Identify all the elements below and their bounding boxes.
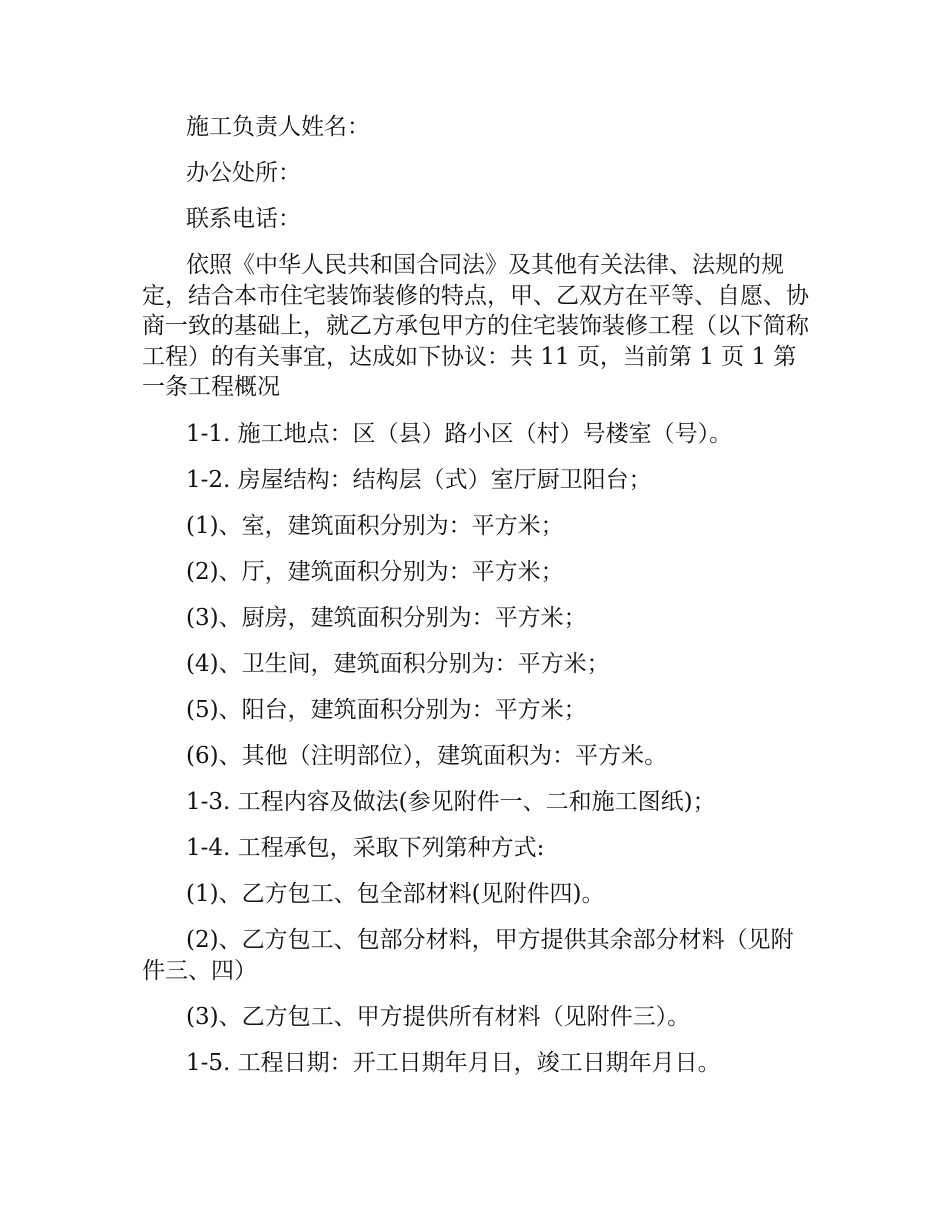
paragraph-office-location: 办公处所： [186, 160, 301, 186]
clause-1-2-house-structure: 1-2. 房屋结构：结构层（式）室厅厨卫阳台； [186, 467, 652, 493]
clause-1-4-contract-method: 1-4. 工程承包，采取下列第种方式: [186, 835, 545, 861]
clause-method-partial-materials: (2)、乙方包工、包部分材料，甲方提供其余部分材料（见附件三、四） [142, 927, 794, 984]
clause-method-full-materials: (1)、乙方包工、包全部材料(见附件四)。 [186, 881, 605, 907]
paragraph-agreement-basis: 依照《中华人民共和国合同法》及其他有关法律、法规的规定，结合本市住宅装饰装修的特点，甲、乙双方在平等、自愿、协商一致的基础上，就乙方承包甲方的住宅装饰装修工程（以下简称工程）的有关事宜，达成如下协议：共 11 页，当前第 1 页 1 第一条工程概况 [142, 252, 809, 400]
clause-1-1-construction-site: 1-1. 施工地点：区（县）路小区（村）号楼室（号）。 [186, 421, 733, 447]
clause-item-kitchen-area: (3)、厨房，建筑面积分别为：平方米； [186, 605, 587, 631]
clause-item-balcony-area: (5)、阳台，建筑面积分别为：平方米； [186, 697, 587, 723]
clause-item-bathroom-area: (4)、卫生间，建筑面积分别为：平方米； [186, 651, 610, 677]
clause-item-room-area: (1)、室，建筑面积分别为：平方米； [186, 513, 564, 539]
clause-item-hall-area: (2)、厅，建筑面积分别为：平方米； [186, 559, 564, 585]
paragraph-construction-manager-name: 施工负责人姓名： [186, 114, 370, 140]
clause-1-5-project-dates: 1-5. 工程日期：开工日期年月日，竣工日期年月日。 [186, 1050, 721, 1076]
clause-item-other-area: (6)、其他（注明部位），建筑面积为：平方米。 [186, 743, 668, 769]
paragraph-contact-phone: 联系电话： [186, 206, 301, 232]
clause-1-3-work-content: 1-3. 工程内容及做法(参见附件一、二和施工图纸)； [186, 789, 716, 815]
clause-method-owner-materials: (3)、乙方包工、甲方提供所有材料（见附件三）。 [186, 1004, 691, 1030]
